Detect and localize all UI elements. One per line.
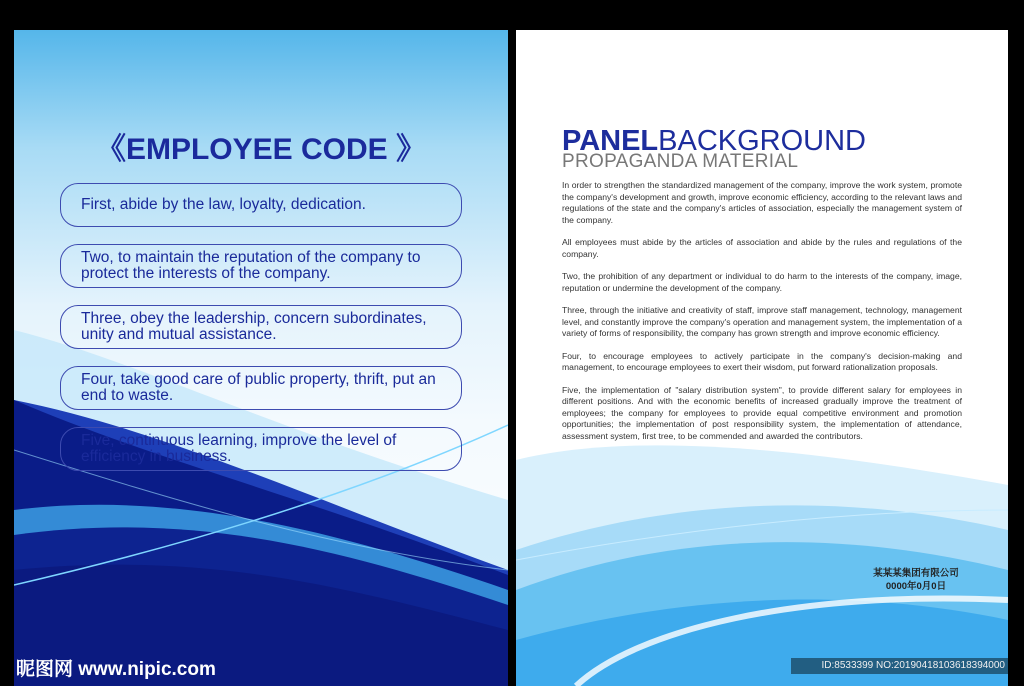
panel-title-light: BACKGROUND	[658, 125, 866, 157]
code-item-2	[60, 244, 462, 288]
code-item-1	[60, 183, 462, 227]
panel-body	[562, 180, 962, 453]
body-paragraph: Two, the prohibition of any department or individual to do harm to the interests of the company, image, reputation or undermine the development of the company.	[562, 271, 962, 293]
left-panel	[14, 30, 508, 686]
employee-code-title: 《EMPLOYEE CODE 》	[95, 133, 427, 166]
panel-subtitle: PROPAGANDA MATERIAL	[562, 151, 799, 172]
body-paragraph: In order to strengthen the standardized management of the company, improve the work system, promote the company's development and growth, improve economic efficiency, according to the relevant laws and regulations of the state and the company's articles of association, especially the management system of the company.	[562, 180, 962, 225]
right-panel	[516, 30, 1008, 686]
company-date: 0000年0月0日	[885, 581, 947, 592]
code-item-text: First, abide by the law, loyalty, dedication.	[81, 196, 366, 213]
code-item-text: Three, obey the leadership, concern subordinates, unity and mutual assistance.	[81, 310, 427, 343]
code-item-3	[60, 305, 462, 349]
code-item-text: Four, take good care of public property, thrift, put an end to waste.	[81, 371, 436, 404]
company-name: 某某某集团有限公司	[873, 568, 959, 579]
company-signature	[866, 567, 966, 593]
code-item-text: Two, to maintain the reputation of the company to protect the interests of the company.	[81, 249, 421, 282]
body-paragraph: Four, to encourage employees to actively participate in the company's decision-making and management, to encourage employees to exert their wisdom, put forward rationalization proposals.	[562, 350, 962, 372]
code-item-4	[60, 366, 462, 410]
body-paragraph: All employees must abide by the articles of association and abide by the rules and regulations of the company.	[562, 237, 962, 259]
nipic-watermark-id: ID:8533399 NO:20190418103618394000	[791, 658, 1009, 674]
code-item-5	[60, 427, 462, 471]
code-item-text: Five, continuous learning, improve the level of efficiency in business.	[81, 432, 397, 465]
panel-title-bold: PANEL	[562, 125, 659, 157]
body-paragraph: Five, the implementation of "salary distribution system", to provide different salary for employees in different positions. And with the economic benefits of increased gradually improve the treatment of employees; the company for employees to provide equal competitive environment and promotion opportunities; the implementation of post responsibility system, the implementation of attendance, assessment system, first tree, to be commended and awarded the contributors.	[562, 384, 962, 441]
nipic-watermark-logo: 昵图网 www.nipic.com	[16, 659, 216, 680]
body-paragraph: Three, through the initiative and creativity of staff, improve staff management, technology, management level, and constantly improve the company's operation and management system, the implementation of a variety of forms of responsibility, the company has grown strength and improve economic efficiency.	[562, 305, 962, 338]
